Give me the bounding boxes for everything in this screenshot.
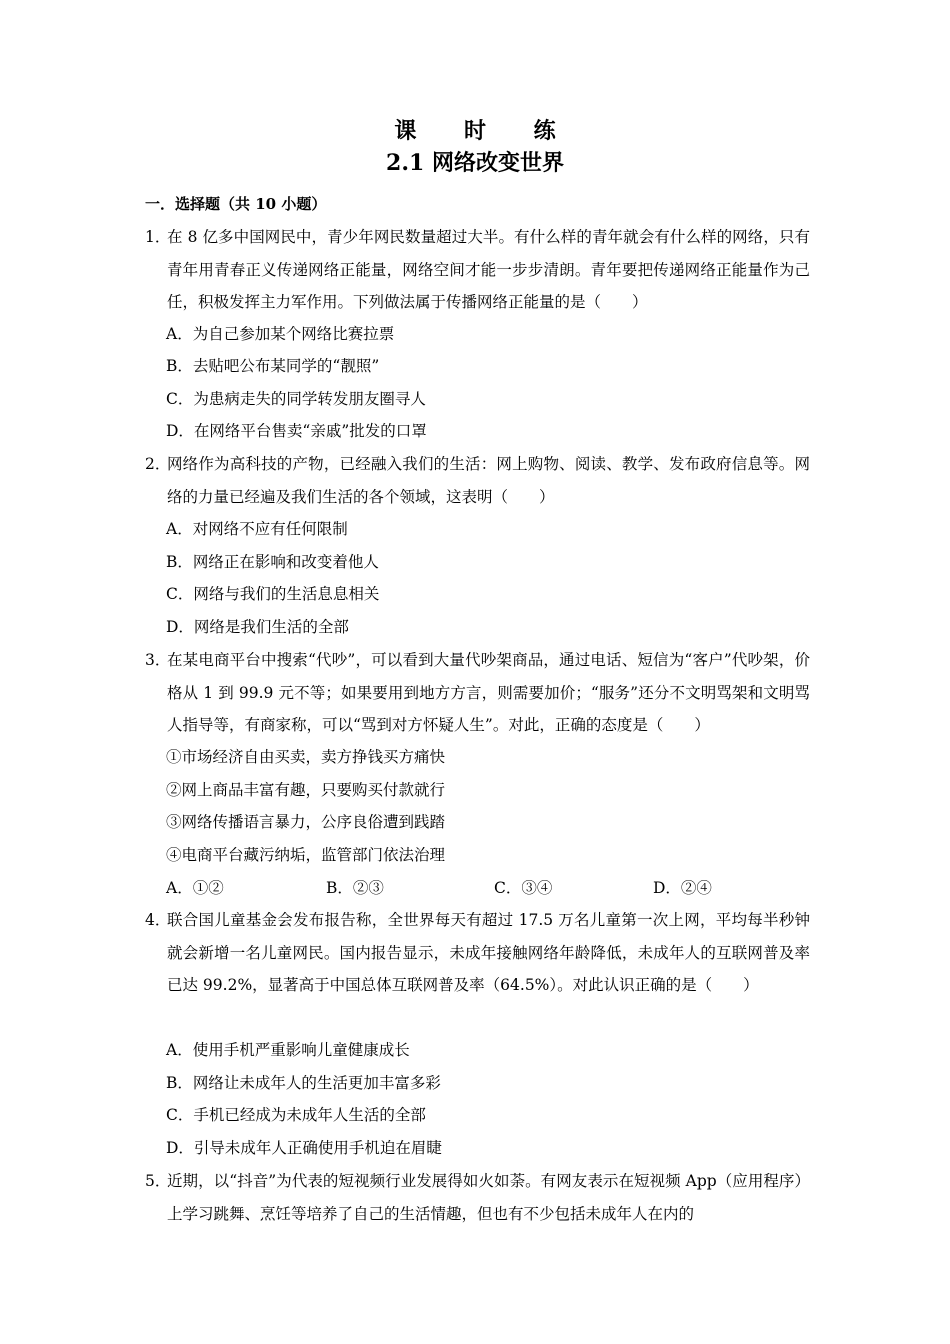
option-c: C．手机已经成为未成年人生活的全部: [166, 1106, 426, 1124]
statement-1: ①市场经济自由买卖，卖方挣钱买方痛快: [166, 748, 446, 766]
option-b: B．网络让未成年人的生活更加丰富多彩: [166, 1074, 441, 1092]
option-d: D．②④: [653, 879, 712, 897]
question-3: [145, 644, 810, 742]
option-a: A．①②: [166, 879, 224, 897]
question-number: 3．: [145, 651, 171, 669]
question-stem: 在 8 亿多中国网民中，青少年网民数量超过大半。有什么样的青年就会有什么样的网络，只有青年用青春正义传递网络正能量，网络空间才能一步步清朗。青年要把传递网络正能量作为己任，积极发挥主力军作用。下列做法属于传播网络正能量的是（ ）: [167, 228, 810, 312]
question-5: [145, 1165, 810, 1230]
option-a: A．对网络不应有任何限制: [166, 520, 348, 538]
page-title: 课 时 练: [394, 118, 576, 144]
question-stem: 网络作为高科技的产物，已经融入我们的生活：网上购物、阅读、教学、发布政府信息等。网络的力量已经遍及我们生活的各个领域，这表明（ ）: [167, 455, 810, 506]
question-number: 2．: [145, 455, 171, 473]
option-a: A．为自己参加某个网络比赛拉票: [166, 325, 395, 343]
statement-4: ④电商平台藏污纳垢，监管部门依法治理: [166, 846, 446, 864]
option-d: D．引导未成年人正确使用手机迫在眉睫: [166, 1139, 442, 1157]
option-b: B．②③: [326, 879, 384, 897]
question-number: 4．: [145, 911, 171, 929]
option-b: B．网络正在影响和改变着他人: [166, 553, 379, 571]
question-2: [145, 448, 810, 513]
option-b: B．去贴吧公布某同学的“靓照”: [166, 357, 380, 375]
question-4: [145, 904, 810, 1002]
option-c: C．网络与我们的生活息息相关: [166, 585, 380, 603]
option-d: D．网络是我们生活的全部: [166, 618, 349, 636]
option-c: C．为患病走失的同学转发朋友圈寻人: [166, 390, 426, 408]
question-number: 5．: [145, 1172, 171, 1190]
question-number: 1．: [145, 228, 171, 246]
question-stem: 联合国儿童基金会发布报告称，全世界每天有超过 17.5 万名儿童第一次上网，平均每半秒钟就会新增一名儿童网民。国内报告显示，未成年接触网络年龄降低，未成年人的互联网普及率已达 99.2%，显著高于中国总体互联网普及率（64.5%）。对此认识正确的是（ ）: [167, 911, 810, 995]
question-1: [145, 221, 810, 319]
question-stem: 近期，以“抖音”为代表的短视频行业发展得如火如荼。有网友表示在短视频 App（应用程序）上学习跳舞、烹饪等培养了自己的生活情趣，但也有不少包括未成年人在内的: [167, 1172, 810, 1223]
option-d: D．在网络平台售卖“亲戚”批发的口罩: [166, 422, 427, 440]
statement-3: ③网络传播语言暴力，公序良俗遭到践踏: [166, 813, 446, 831]
statement-2: ②网上商品丰富有趣，只要购买付款就行: [166, 781, 446, 799]
option-a: A．使用手机严重影响儿童健康成长: [166, 1041, 410, 1059]
option-c: C．③④: [494, 879, 553, 897]
section-heading: 一．选择题（共 10 小题）: [145, 195, 327, 213]
lesson-title: 2.1 网络改变世界: [386, 150, 564, 176]
question-stem: 在某电商平台中搜索“代吵”，可以看到大量代吵架商品，通过电话、短信为“客户”代吵架，价格从 1 到 99.9 元不等；如果要用到地方方言，则需要加价；“服务”还分不文明骂架和文明骂人指导等，有商家称，可以“骂到对方怀疑人生”。对此，正确的态度是（ ）: [167, 651, 810, 735]
